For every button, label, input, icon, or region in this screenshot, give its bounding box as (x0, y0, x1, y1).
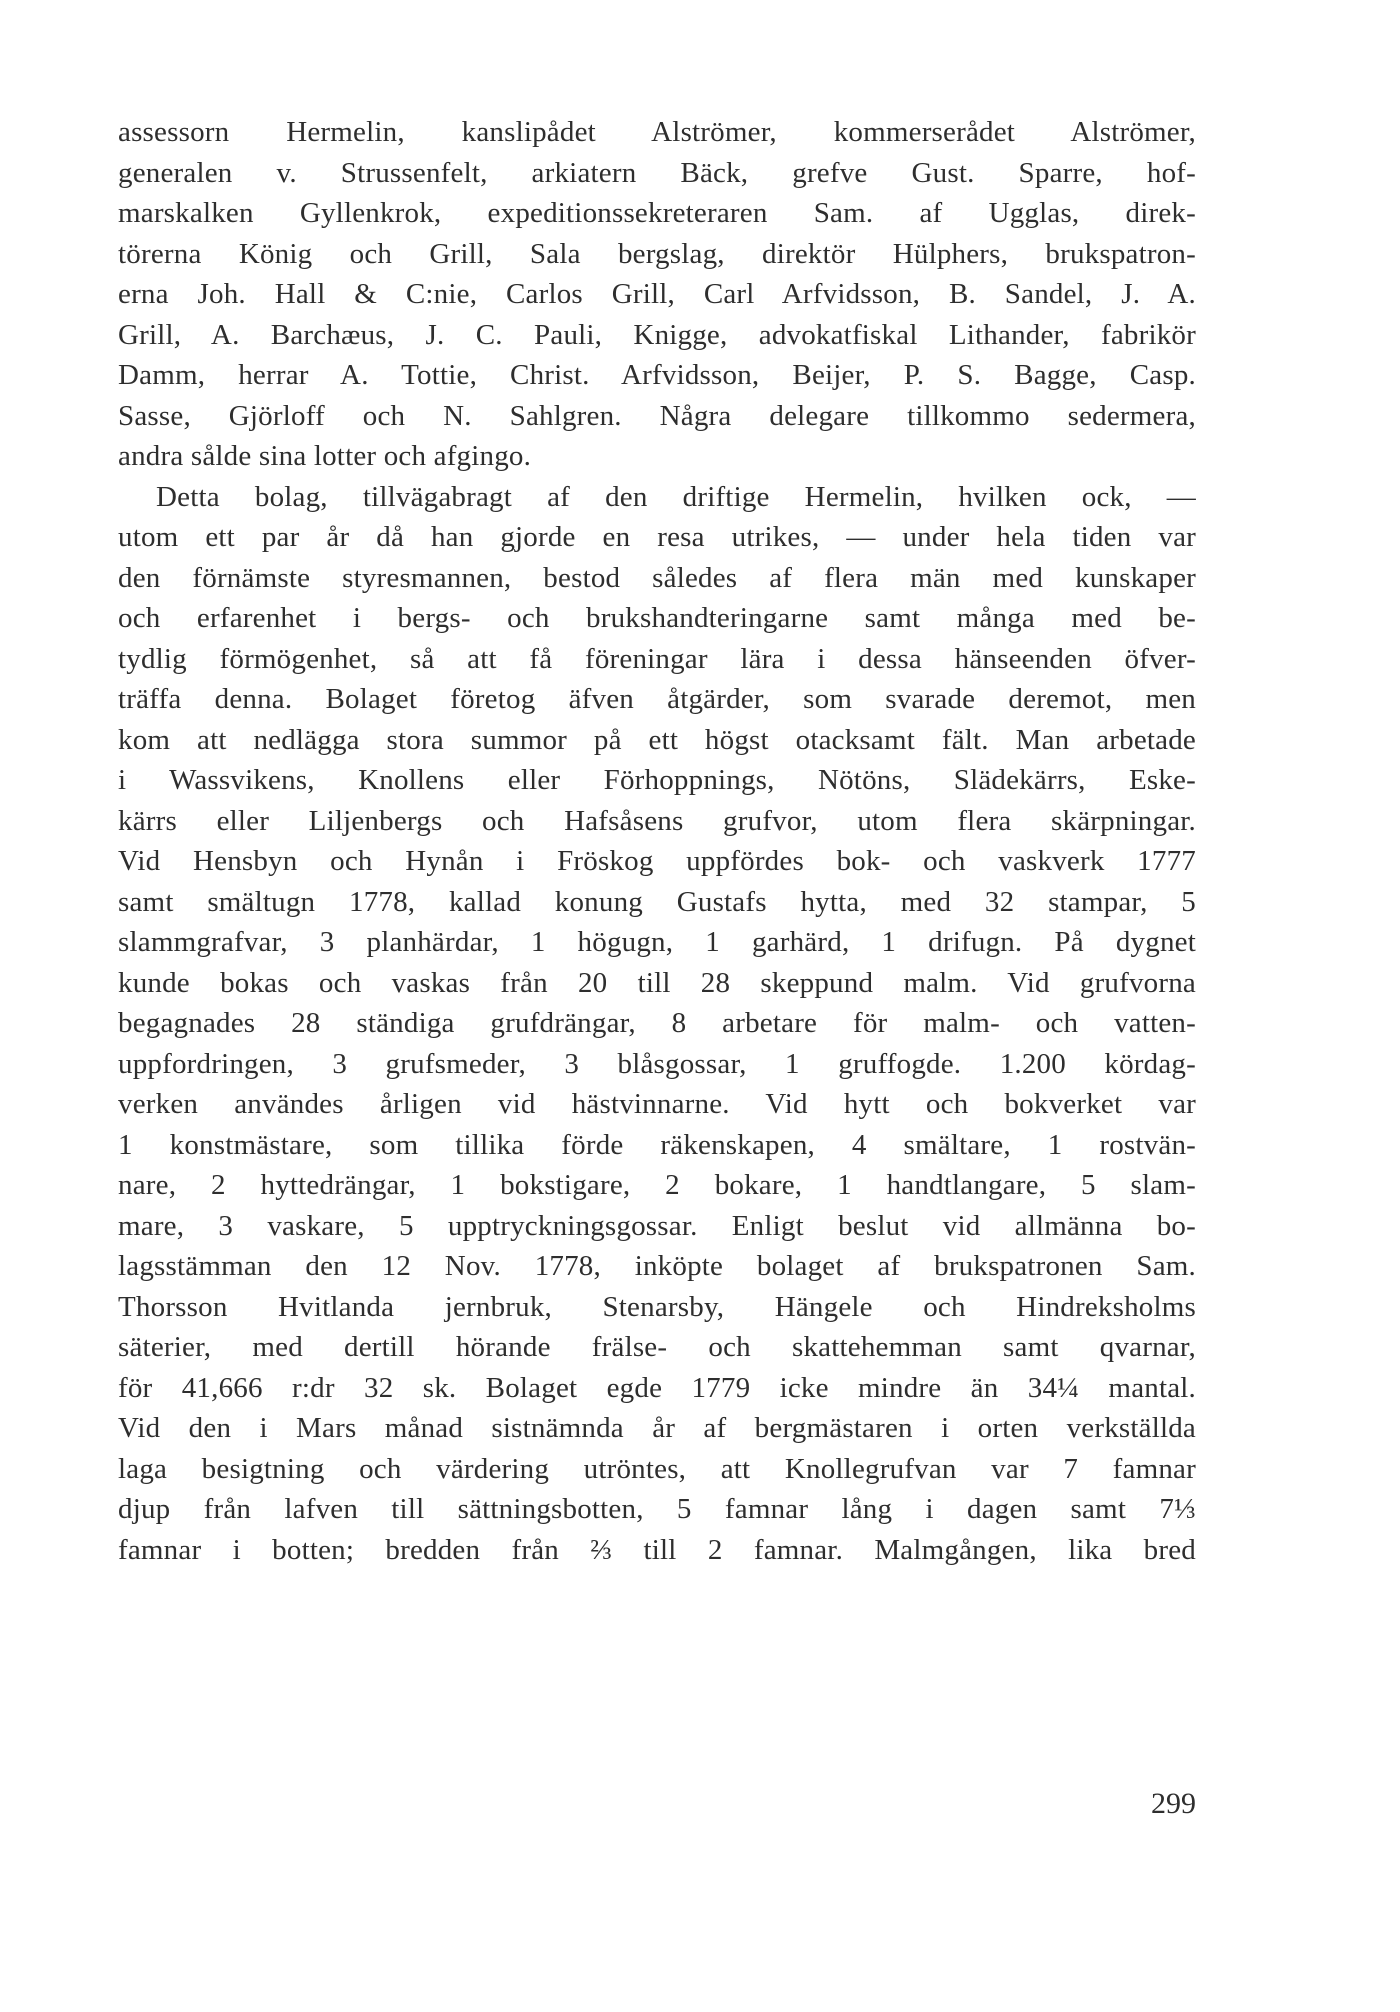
text-line: assessorn Hermelin, kansliрådet Alströmer, kommerserådet Alströmer, (118, 116, 1196, 148)
text-line: erna Joh. Hall & C:nie, Carlos Grill, Carl Arfvidsson, B. Sandel, J. A. (118, 278, 1196, 310)
page-number: 299 (1151, 1787, 1196, 1820)
text-line: famnar i botten; bredden från ⅔ till 2 famnar. Malmgången, lika bred (118, 1533, 1196, 1566)
text-line: utom ett par år då han gjorde en resa utrikes, — under hela tiden var (118, 521, 1196, 553)
text-line: verken användes årligen vid hästvinnarne. Vid hytt och bokverket var (118, 1088, 1196, 1120)
text-line: mare, 3 vaskare, 5 upptryckningsgossar. Enligt beslut vid allmänna bo- (118, 1209, 1196, 1242)
text-line: Grill, A. Barchæus, J. C. Pauli, Knigge, advokatfiskal Lithander, fabrikör (118, 318, 1196, 351)
text-line: träffa denna. Bolaget företog äfven åtgärder, som svarade deremot, men (118, 683, 1196, 715)
text-line: kunde bokas och vaskas från 20 till 28 skeppund malm. Vid grufvorna (118, 966, 1196, 999)
text-line: törerna König och Grill, Sala bergslag, direktör Hülphers, brukspatron- (118, 237, 1196, 270)
text-line: lagsstämman den 12 Nov. 1778, inköpte bolaget af brukspatronen Sam. (118, 1250, 1196, 1282)
text-line: Sasse, Gjörloff och N. Sahlgren. Några delegare tillkommo sedermera, (118, 399, 1196, 432)
text-line: i Wassvikens, Knollens eller Förhoppnings, Nötöns, Slädekärrs, Eske- (118, 764, 1196, 796)
text-line: 1 konstmästare, som tillika förde räkenskapen, 4 smältare, 1 rostvän- (118, 1128, 1196, 1161)
text-line: laga besigtning och värdering utröntes, att Knollegrufvan var 7 famnar (118, 1452, 1196, 1485)
text-line: slammgrafvar, 3 planhärdar, 1 högugn, 1 garhärd, 1 drifugn. På dygnet (118, 926, 1196, 958)
text-line: Vid Hensbyn och Hynån i Fröskog uppfördes bok- och vaskverk 1777 (118, 845, 1196, 877)
text-line: samt smältugn 1778, kallad konung Gustafs hytta, med 32 stampar, 5 (118, 885, 1196, 918)
text-line: Detta bolag, tillvägabragt af den driftige Hermelin, hvilken ock, — (156, 480, 1196, 513)
text-line: nare, 2 hyttedrängar, 1 bokstigare, 2 bokare, 1 handtlangare, 5 slam- (118, 1169, 1196, 1201)
text-line: djup från lafven till sättningsbotten, 5 famnar lång i dagen samt 7⅓ (118, 1493, 1196, 1525)
text-line: tydlig förmögenhet, så att få föreningar lära i dessa hänseenden öfver- (118, 642, 1196, 675)
text-line: och erfarenhet i bergs- och brukshandteringarne samt många med be- (118, 602, 1196, 634)
text-line: Thorsson Hvitlanda jernbruk, Stenarsby, Hängele och Hindreksholms (118, 1290, 1196, 1323)
text-line: den förnämste styresmannen, bestod således af flera män med kunskaper (118, 561, 1196, 594)
body-text (118, 112, 1196, 1570)
text-line: kom att nedlägga stora summor på ett högst otacksamt fält. Man arbetade (118, 723, 1196, 756)
text-line: begagnades 28 ständiga grufdrängar, 8 arbetare för malm- och vatten- (118, 1007, 1196, 1039)
text-line: andra sålde sina lotter och afgingo. (118, 440, 532, 472)
text-line: för 41,666 r:dr 32 sk. Bolaget egde 1779 icke mindre än 34¼ mantal. (118, 1371, 1196, 1404)
text-line: uppfordringen, 3 grufsmeder, 3 blåsgossar, 1 gruffogde. 1.200 kördag- (118, 1047, 1196, 1080)
text-line: marskalken Gyllenkrok, expeditionssekreteraren Sam. af Ugglas, direk- (118, 197, 1196, 229)
text-line: kärrs eller Liljenbergs och Hafsåsens grufvor, utom flera skärpningar. (118, 804, 1196, 837)
text-line: Damm, herrar A. Tottie, Christ. Arfvidsson, Beijer, P. S. Bagge, Casp. (118, 359, 1196, 391)
text-line: Vid den i Mars månad sistnämnda år af bergmästaren i orten verkställda (118, 1412, 1196, 1444)
text-line: säterier, med dertill hörande frälse- och skattehemman samt qvarnar, (118, 1331, 1196, 1363)
text-line: generalen v. Strussenfelt, arkiatern Bäck, grefve Gust. Sparre, hof- (118, 156, 1196, 189)
